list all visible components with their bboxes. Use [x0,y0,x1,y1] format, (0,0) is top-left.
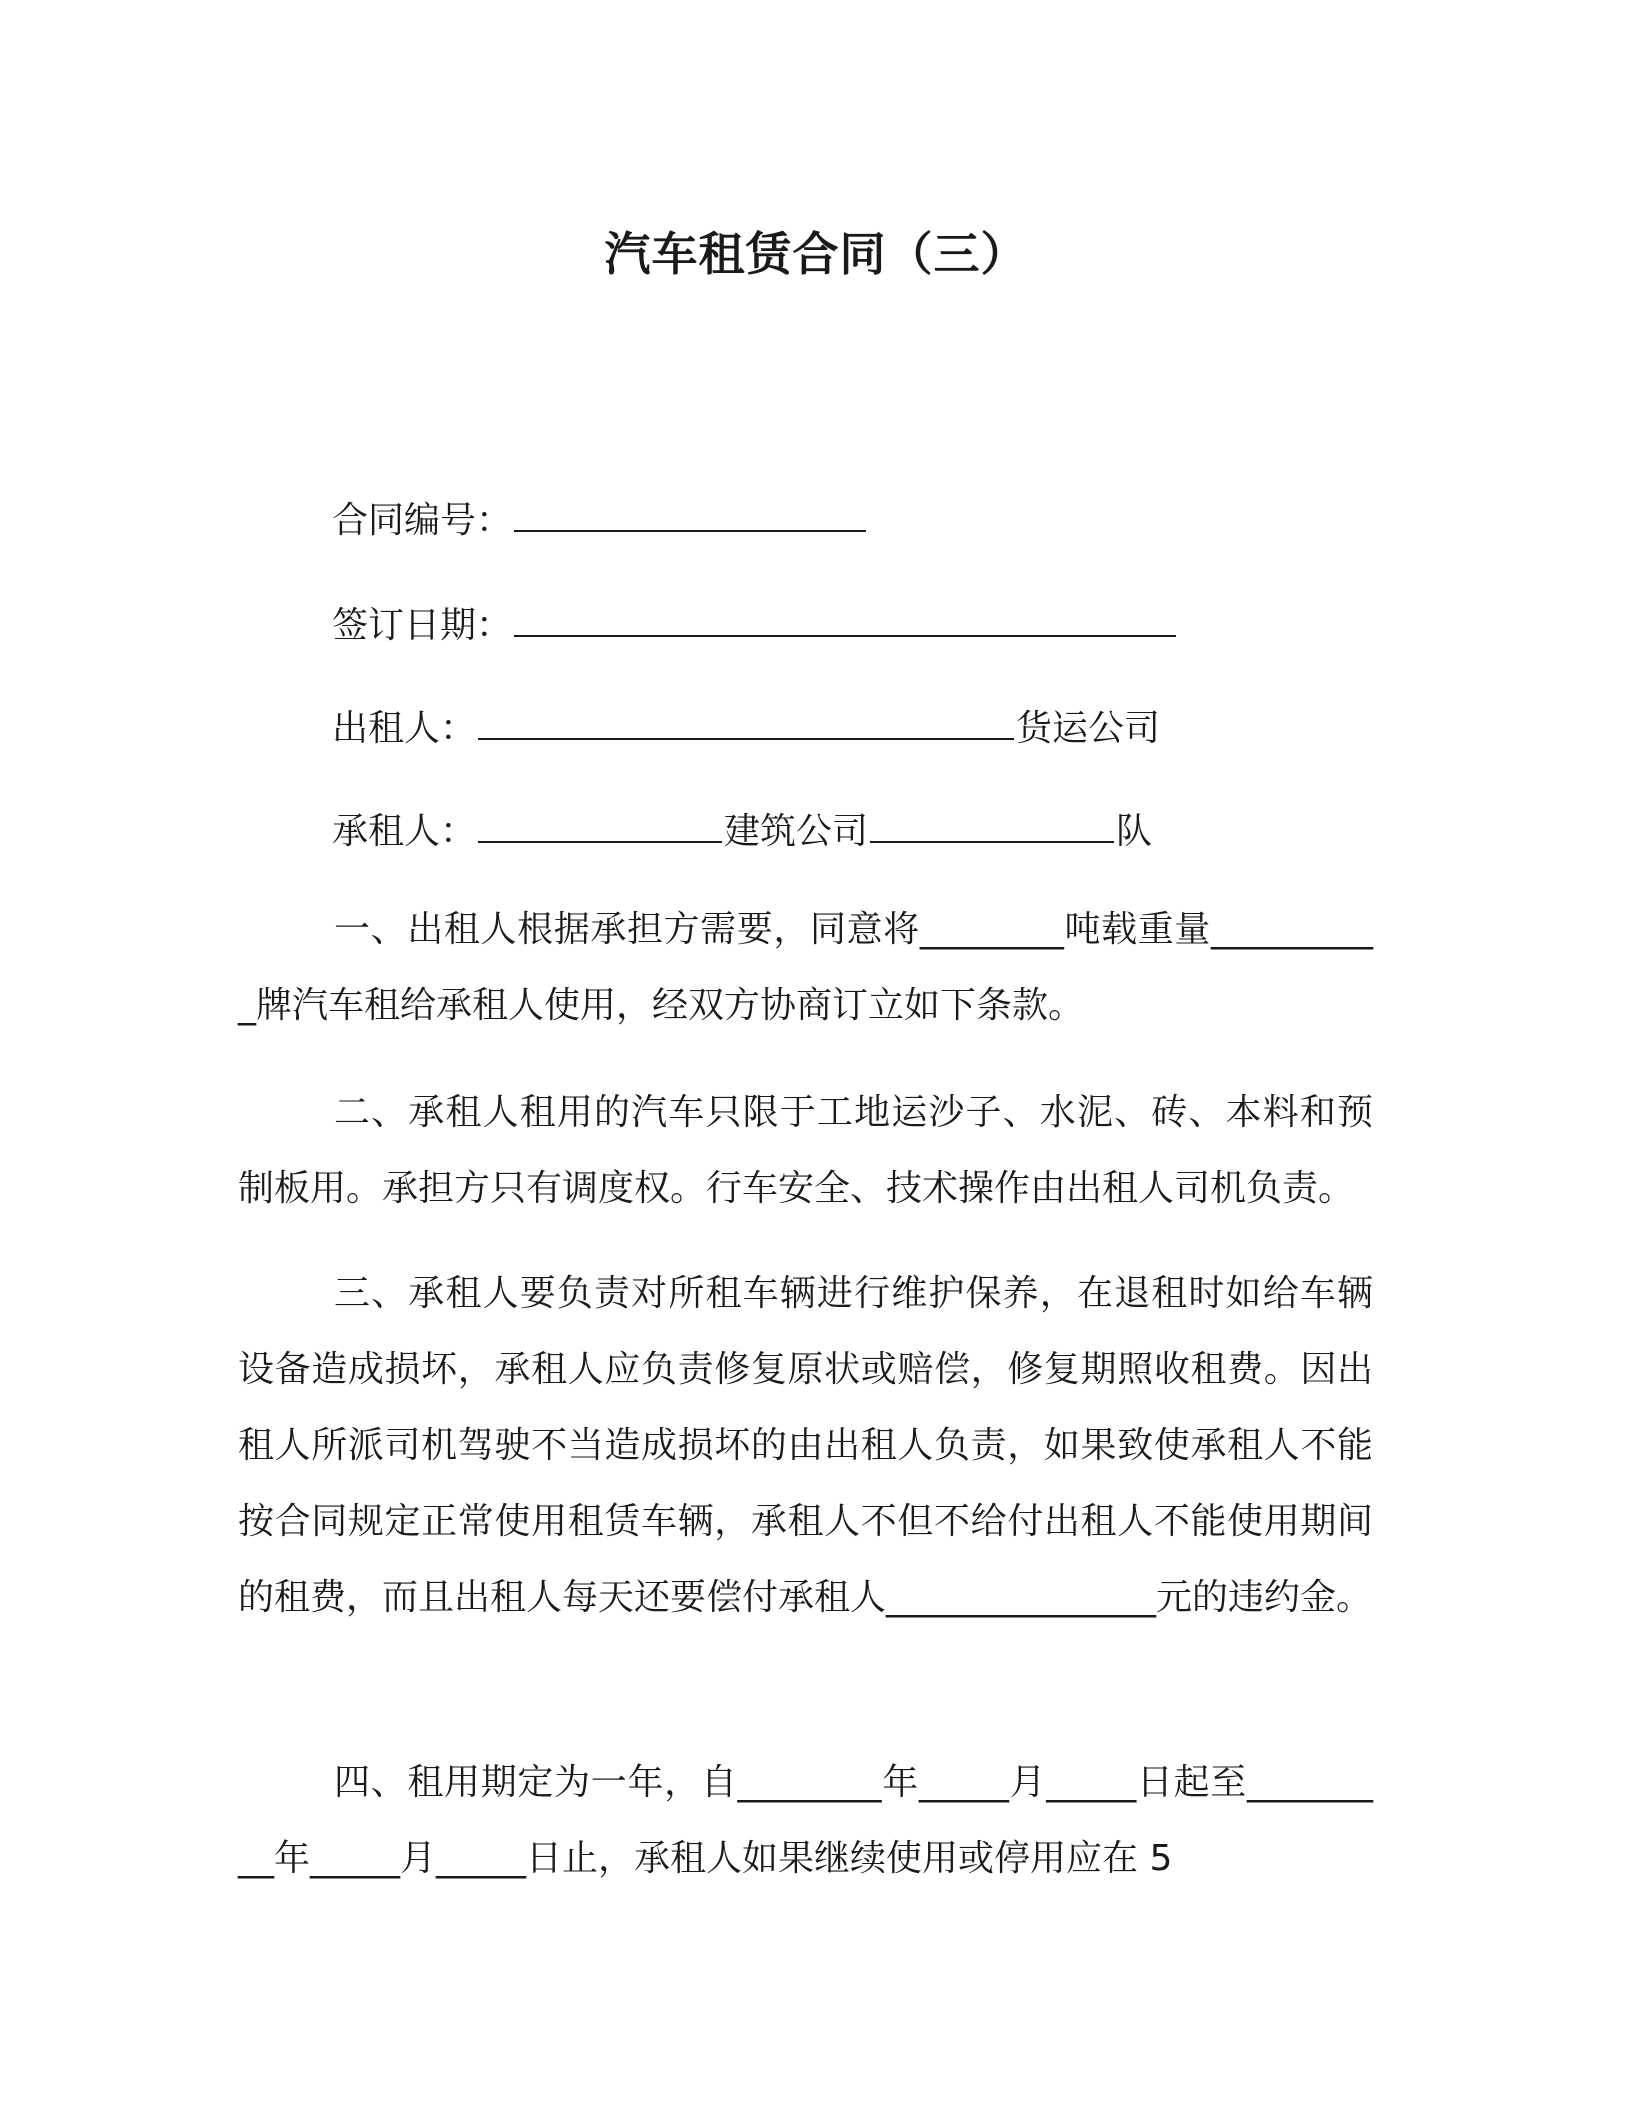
clause-2: 二、承租人租用的汽车只限于工地运沙子、水泥、砖、本料和预制板用。承担方只有调度权。行车安全、技术操作由出租人司机负责。 [238,1092,1373,1209]
contract-number-field [332,492,868,543]
document-title: 汽车租赁合同（三） [604,227,1028,281]
lessor-field [332,700,1160,751]
lessee-label: 承租人： [332,811,477,852]
lessee-field [332,803,1152,854]
lessee-blank-2[interactable] [870,807,1114,843]
clause-3: 三、承租人要负责对所租车辆进行维护保养，在退租时如给车辆设备造成损坏，承租人应负责修复原状或赔偿，修复期照收租费。因出租人所派司机驾驶不当造成损坏的由出租人负责，如果致使承租人不能按合同规定正常使用租赁车辆，承租人不但不给付出租人不能使用期间的租费，而且出租人每天还要偿付承租人_______________元的违约金。 [238,1273,1373,1618]
sign-date-field [332,597,1178,648]
sign-date-blank[interactable] [514,601,1176,637]
clause-1: 一、出租人根据承担方需要，同意将________吨载重量__________牌汽车租给承租人使用，经双方协商订立如下条款。 [238,909,1373,1026]
sign-date-label: 签订日期： [332,605,513,646]
lessee-suffix: 队 [1116,811,1153,852]
lessor-blank[interactable] [478,704,1014,740]
lessee-blank-1[interactable] [478,807,722,843]
contract-number-label: 合同编号： [332,500,513,541]
lessee-mid: 建筑公司 [724,811,869,852]
clause-4: 四、租用期定为一年，自________年_____月_____日起至_________年_____月_____日止，承租人如果继续使用或停用应在 5 [238,1762,1373,1879]
lessor-suffix: 货运公司 [1016,708,1161,749]
lessor-label: 出租人： [332,708,477,749]
contract-number-blank[interactable] [514,496,866,532]
